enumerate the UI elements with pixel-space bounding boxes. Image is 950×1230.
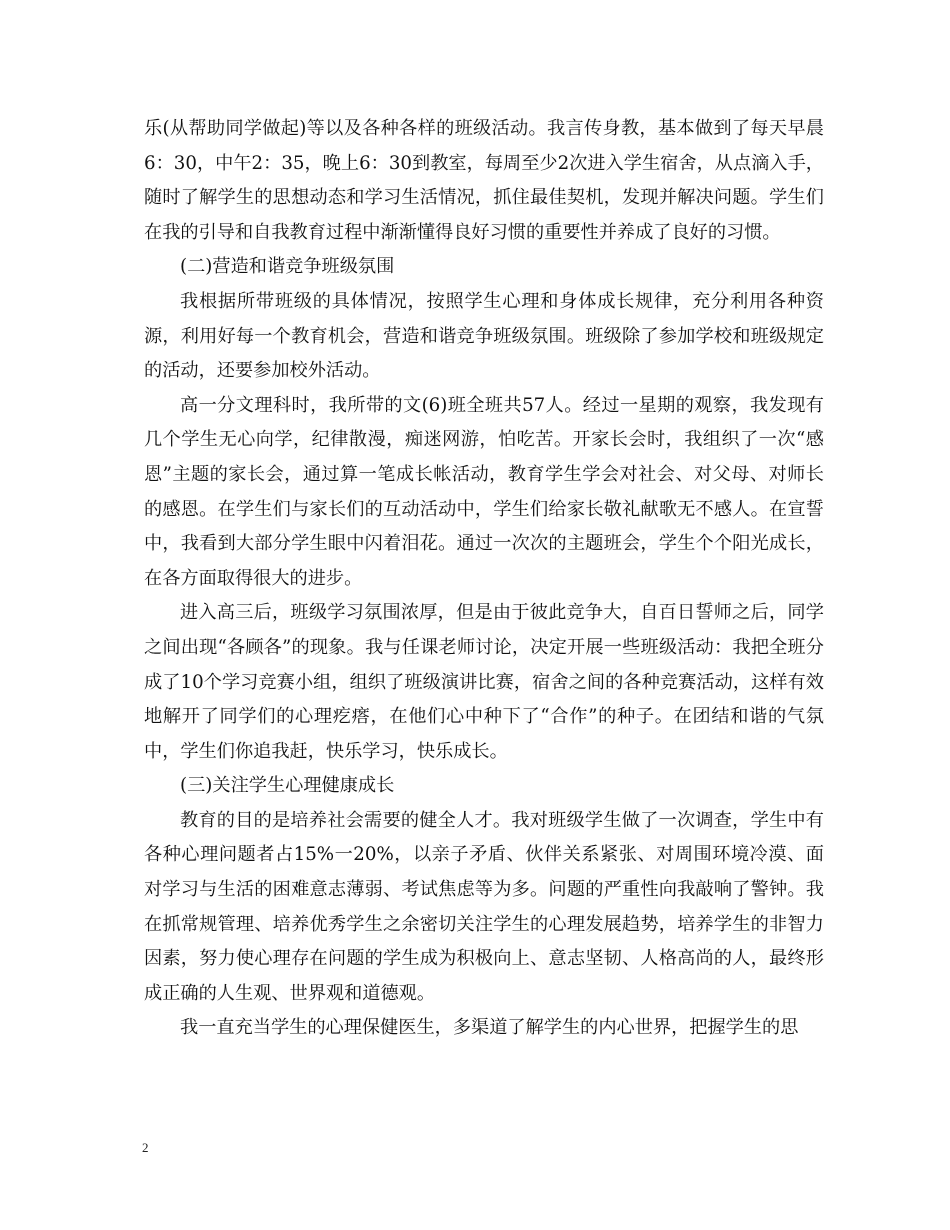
paragraph-3: 我根据所带班级的具体情况，按照学生心理和身体成长规律，充分利用各种资源，利用好每一个教育机会，营造和谐竞争班级氛围。班级除了参加学校和班级规定的活动，还要参加校外活动。: [144, 290, 824, 382]
body-text: [144, 112, 824, 1046]
paragraph-7: 教育的目的是培养社会需要的健全人才。我对班级学生做了一次调查，学生中有各种心理问题者占15%一20%，以亲子矛盾、伙伴关系紧张、对周围环境冷漠、面对学习与生活的困难意志薄弱、考试焦虑等为多。问题的严重性向我敲响了警钟。我在抓常规管理、培养优秀学生之余密切关注学生的心理发展趋势，培养学生的非智力因素，努力使心理存在问题的学生成为积极向上、意志坚韧、人格高尚的人，最终形成正确的人生观、世界观和道德观。: [144, 809, 824, 1004]
paragraph-5: 进入高三后，班级学习氛围浓厚，但是由于彼此竞争大，自百日誓师之后，同学之间出现“各顾各”的现象。我与任课老师讨论，决定开展一些班级活动：我把全班分成了10个学习竞赛小组，组织了班级演讲比赛，宿舍之间的各种竞赛活动，这样有效地解开了同学们的心理疙瘩，在他们心中种下了“合作”的种子。在团结和谐的气氛中，学生们你追我赶，快乐学习，快乐成长。: [144, 602, 824, 762]
section-heading-3: (三)关注学生心理健康成长: [180, 775, 395, 797]
paragraph-4: 高一分文理科时，我所带的文(6)班全班共57人。经过一星期的观察，我发现有几个学生无心向学，纪律散漫，痴迷网游，怕吃苦。开家长会时，我组织了一次“感恩”主题的家长会，通过算一笔成长帐活动，教育学生学会对社会、对父母、对师长的感恩。在学生们与家长们的互动活动中，学生们给家长敬礼献歌无不感人。在宣誓中，我看到大部分学生眼中闪着泪花。通过一次次的主题班会，学生个个阳光成长，在各方面取得很大的进步。: [144, 394, 824, 589]
page-number: 2: [142, 1140, 149, 1155]
paragraph-8: 我一直充当学生的心理保健医生，多渠道了解学生的内心世界，把握学生的思: [180, 1017, 799, 1039]
paragraph-1: 乐(从帮助同学做起)等以及各种各样的班级活动。我言传身教，基本做到了每天早晨6：30，中午2：35，晚上6：30到教室，每周至少2次进入学生宿舍，从点滴入手，随时了解学生的思想动态和学习生活情况，抓住最佳契机，发现并解决问题。学生们在我的引导和自我教育过程中渐渐懂得良好习惯的重要性并养成了良好的习惯。: [144, 118, 824, 243]
section-heading-2: (二)营造和谐竞争班级氛围: [180, 256, 395, 278]
